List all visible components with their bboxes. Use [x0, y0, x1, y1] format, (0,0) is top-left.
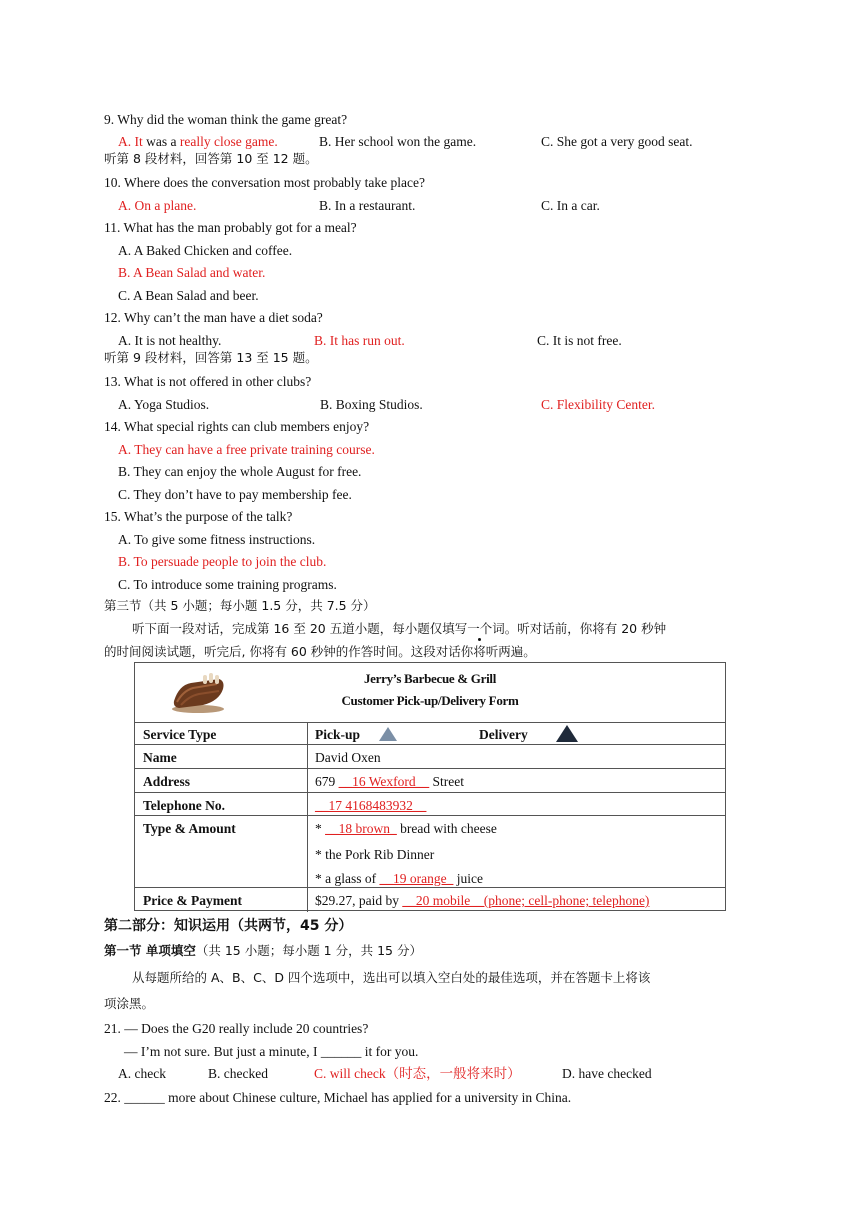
question-11-stem: 11. What has the man probably got for a meal?	[104, 220, 357, 235]
type-line-3	[315, 871, 483, 887]
pickup-triangle-icon	[379, 727, 397, 741]
emphasis-one-word: 一个	[467, 621, 493, 636]
name-label: Name	[143, 750, 177, 765]
type-amount-row	[135, 816, 725, 888]
price-payment-label: Price & Payment	[143, 893, 242, 908]
question-10-option-b: B. In a restaurant.	[319, 198, 416, 213]
type-line-1	[315, 821, 497, 837]
address-street: Street	[429, 774, 465, 789]
question-9-option-c: C. She got a very good seat.	[541, 134, 693, 149]
question-21-option-c: C. will check（时态，一般将来时）	[314, 1066, 521, 1081]
form-subtitle: Customer Pick-up/Delivery Form	[341, 693, 519, 708]
question-10-option-a: A. On a plane.	[118, 198, 197, 213]
part-3-instruction-line2: 的时间阅读试题，听完后, 你将有 60 秒钟的作答时间。这段对话你将听两遍。	[104, 644, 536, 659]
question-13-option-c: C. Flexibility Center.	[541, 397, 655, 412]
address-number: 679	[315, 774, 339, 789]
name-value: David Oxen	[315, 750, 381, 765]
part-2-heading: 第二部分：知识运用（共两节，45 分）	[104, 918, 353, 934]
address-row	[135, 769, 725, 793]
question-21-option-b: B. checked	[208, 1066, 268, 1081]
juice-text: juice	[453, 871, 483, 886]
question-14-option-c: C. They don’t have to pay membership fee.	[118, 487, 352, 502]
question-21-stem-2: — I’m not sure. But just a minute, I ______ it for you.	[124, 1044, 419, 1059]
delivery-triangle-icon	[556, 725, 578, 742]
question-9-stem: 9. Why did the woman think the game great?	[104, 112, 348, 127]
question-12-stem: 12. Why can’t the man have a diet soda?	[104, 310, 323, 325]
price-value	[315, 893, 649, 909]
q9-a-part2: was a	[142, 134, 180, 149]
part-2-section-1-heading	[104, 942, 422, 960]
answer-18-blank: __18 brown_	[325, 821, 397, 836]
question-9-option-b: B. Her school won the game.	[319, 134, 477, 149]
question-14-option-a: A. They can have a free private training course.	[118, 442, 375, 457]
type-amount-label: Type & Amount	[143, 821, 236, 836]
question-21-stem-1: 21. — Does the G20 really include 20 countries?	[104, 1021, 369, 1036]
question-13-stem: 13. What is not offered in other clubs?	[104, 374, 312, 389]
telephone-label: Telephone No.	[143, 798, 226, 813]
question-11-option-a: A. A Baked Chicken and coffee.	[118, 243, 293, 258]
q9-a-part1: A. It	[118, 134, 143, 149]
instr-part-a: 听下面一段对话，完成第 16 至 20 五道小题，每小题仅填写	[132, 621, 468, 636]
question-15-option-b: B. To persuade people to join the club.	[118, 554, 327, 569]
part-3-heading: 第三节（共 5 小题；每小题 1.5 分，共 7.5 分）	[104, 598, 376, 613]
question-12-option-b: B. It has run out.	[314, 333, 405, 348]
telephone-row	[135, 793, 725, 816]
section-8-note: 听第 8 段材料，回答第 10 至 12 题。	[104, 151, 318, 166]
question-11-option-b: B. A Bean Salad and water.	[118, 265, 266, 280]
question-13-option-a: A. Yoga Studios.	[118, 397, 210, 412]
answer-17-blank: __17 4168483932__	[315, 798, 427, 813]
question-14-stem: 14. What special rights can club members enjoy?	[104, 419, 370, 434]
answer-19-blank: __19 orange_	[379, 871, 454, 886]
question-10-option-c: C. In a car.	[541, 198, 600, 213]
instr-part-b: 词。听对话前，你将有 20 秒钟	[492, 621, 667, 636]
question-11-option-c: C. A Bean Salad and beer.	[118, 288, 259, 303]
form-title: Jerry’s Barbecue & Grill	[363, 671, 497, 686]
part-3-instruction-line1	[132, 620, 666, 638]
answer-20-blank: __20 mobile__(phone; cell-phone; telephone)	[402, 893, 650, 908]
name-row	[135, 745, 725, 769]
question-12-option-c: C. It is not free.	[537, 333, 622, 348]
section-1-title: 第一节 单项填空	[104, 943, 196, 958]
question-21-option-a: A. check	[118, 1066, 166, 1081]
address-value	[315, 774, 464, 790]
type-line-2: * the Pork Rib Dinner	[315, 847, 435, 862]
part-2-instruction-line2: 项涂黑。	[104, 996, 155, 1011]
question-21-option-d: D. have checked	[562, 1066, 652, 1081]
part-2-instruction-line1: 从每题所给的 A、B、C、D 四个选项中，选出可以填入空白处的最佳选项，并在答题卡上将该	[132, 970, 651, 985]
question-22-stem: 22. ______ more about Chinese culture, Michael has applied for a university in China.	[104, 1090, 572, 1105]
address-label: Address	[143, 774, 191, 789]
section-9-note: 听第 9 段材料，回答第 13 至 15 题。	[104, 350, 318, 365]
bullet-1: *	[315, 821, 326, 836]
price-payment-row	[135, 888, 725, 912]
pickup-delivery-form	[134, 662, 726, 911]
answer-16-blank: __16 Wexford__	[338, 774, 430, 789]
service-type-row	[135, 722, 725, 745]
question-10-stem: 10. Where does the conversation most probably take place?	[104, 175, 426, 190]
q9-a-part3: really close game.	[179, 134, 278, 149]
question-15-option-a: A. To give some fitness instructions.	[118, 532, 316, 547]
question-15-stem: 15. What’s the purpose of the talk?	[104, 509, 293, 524]
bread-text: bread with cheese	[396, 821, 497, 836]
question-13-option-b: B. Boxing Studios.	[320, 397, 423, 412]
question-15-option-c: C. To introduce some training programs.	[118, 577, 337, 592]
question-9-option-a	[118, 133, 278, 151]
form-header	[135, 663, 725, 723]
delivery-label: Delivery	[479, 727, 528, 742]
price-text: $29.27, paid by	[315, 893, 403, 908]
pickup-label: Pick-up	[315, 727, 361, 742]
glass-text: * a glass of	[315, 871, 380, 886]
section-1-scoring: （共 15 小题；每小题 1 分，共 15 分）	[195, 943, 422, 958]
service-type-label: Service Type	[143, 727, 217, 742]
question-14-option-b: B. They can enjoy the whole August for free.	[118, 464, 362, 479]
question-12-option-a: A. It is not healthy.	[118, 333, 222, 348]
